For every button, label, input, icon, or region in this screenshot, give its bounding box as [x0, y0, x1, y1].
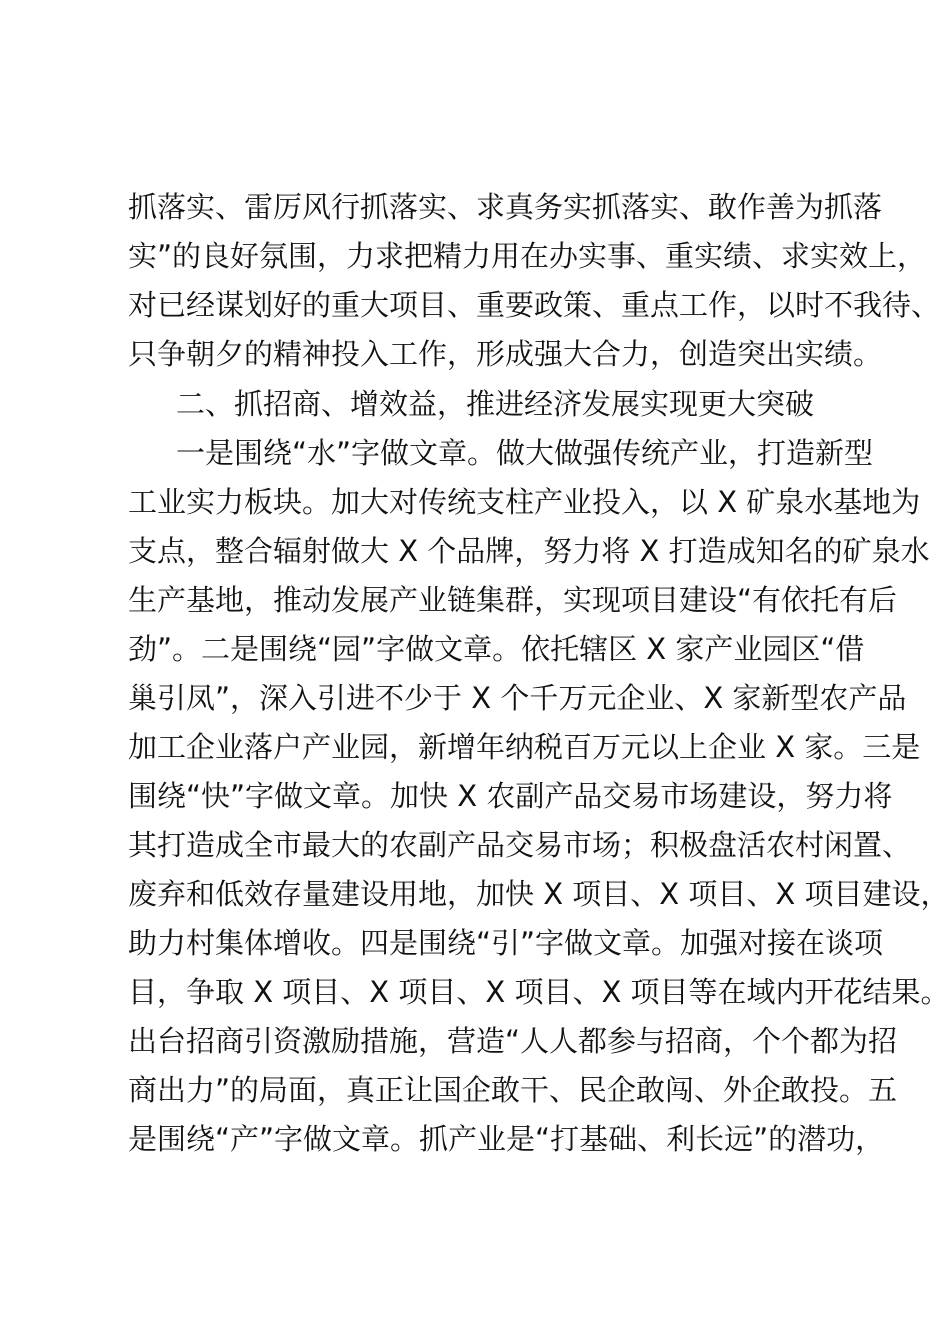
text-line: 一是围绕“水”字做文章。做大做强传统产业，打造新型 — [176, 436, 874, 470]
text-line: 助力村集体增收。四是围绕“引”字做文章。加强对接在谈项 — [128, 926, 884, 960]
text-line: 支点，整合辐射做大 X 个品牌，努力将 X 打造成知名的矿泉水 — [128, 534, 930, 568]
text-line: 是围绕“产”字做文章。抓产业是“打基础、利长远”的潜功， — [128, 1122, 885, 1156]
text-line: 出台招商引资激励措施，营造“人人都参与招商，个个都为招 — [128, 1024, 898, 1058]
text-line: 对已经谋划好的重大项目、重要政策、重点工作，以时不我待、 — [128, 288, 941, 322]
text-line: 废弃和低效存量建设用地，加快 X 项目、X 项目、X 项目建设， — [128, 877, 950, 911]
text-line: 其打造成全市最大的农副产品交易市场；积极盘活农村闲置、 — [128, 828, 912, 862]
text-line: 目，争取 X 项目、X 项目、X 项目、X 项目等在域内开花结果。 — [128, 975, 950, 1009]
text-line: 只争朝夕的精神投入工作，形成强大合力，创造突出实绩。 — [128, 337, 883, 371]
paragraph-section-two — [128, 429, 950, 1164]
text-line: 加工企业落户产业园，新增年纳税百万元以上企业 X 家。三是 — [128, 730, 921, 764]
text-line: 商出力”的局面，真正让国企敢干、民企敢闯、外企敢投。五 — [128, 1073, 898, 1107]
text-line: 抓落实、雷厉风行抓落实、求真务实抓落实、敢作善为抓落 — [128, 190, 883, 224]
section-heading: 二、抓招商、增效益，推进经济发展实现更大突破 — [176, 387, 815, 421]
paragraph-continuation — [128, 183, 941, 379]
text-line: 生产基地，推动发展产业链集群，实现项目建设“有依托有后 — [128, 583, 898, 617]
text-line: 实”的良好氛围，力求把精力用在办实事、重实绩、求实效上， — [128, 239, 927, 273]
text-line: 围绕“快”字做文章。加快 X 农副产品交易市场建设，努力将 — [128, 779, 893, 813]
text-line: 工业实力板块。加大对传统支柱产业投入，以 X 矿泉水基地为 — [128, 485, 921, 519]
text-line: 劲”。二是围绕“园”字做文章。依托辖区 X 家产业园区“借 — [128, 632, 865, 666]
text-line: 巢引凤”，深入引进不少于 X 个千万元企业、X 家新型农产品 — [128, 681, 907, 715]
